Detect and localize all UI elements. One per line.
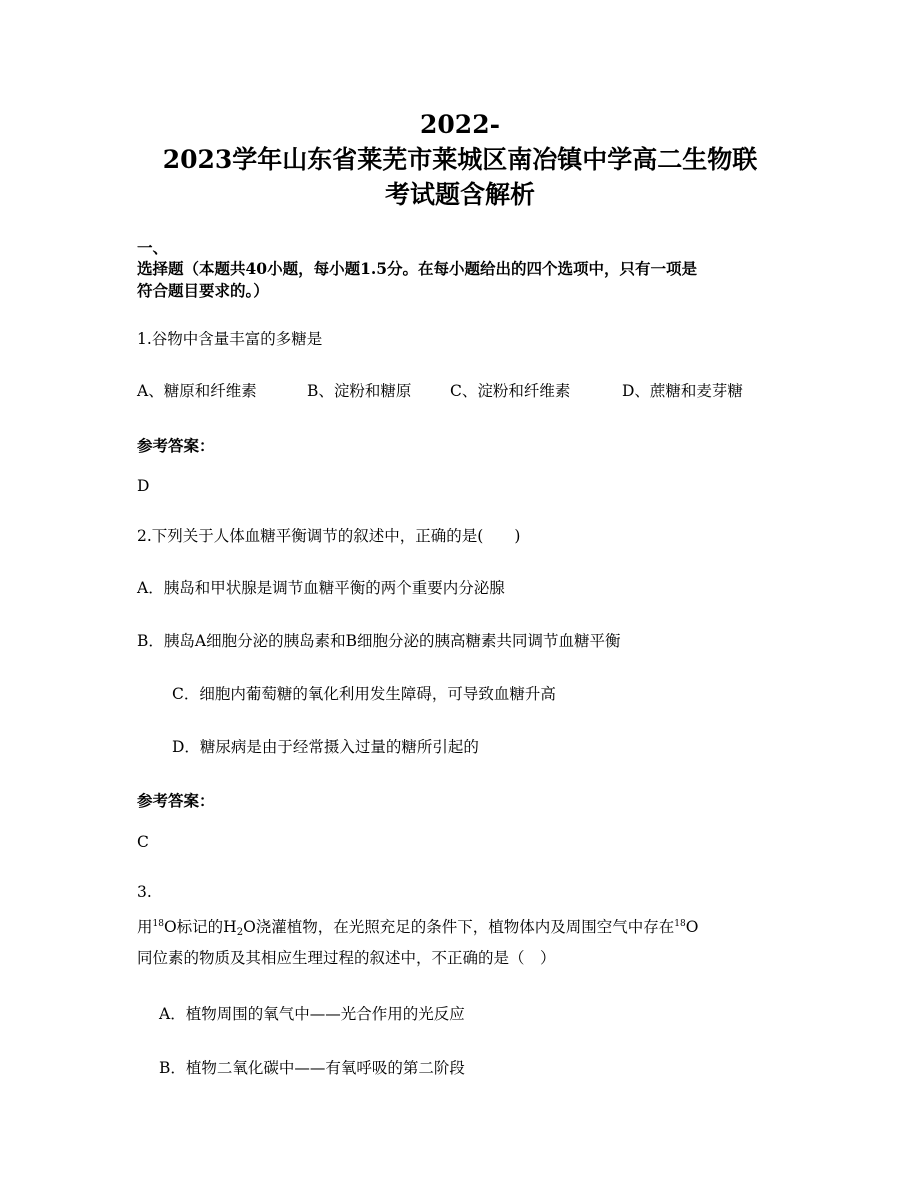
section-number: 一、 — [137, 238, 169, 257]
question-1-stem: 1.谷物中含量丰富的多糖是 — [137, 330, 323, 348]
question-3-stem-line-2: 同位素的物质及其相应生理过程的叙述中，不正确的是（ ） — [137, 949, 556, 967]
question-3-stem-text-2: O标记的H — [163, 918, 237, 936]
question-3-option-a: A．植物周围的氧气中——光合作用的光反应 — [159, 1005, 465, 1023]
water-subscript: 2 — [236, 927, 244, 938]
title-line-2: 2023学年山东省莱芜市莱城区南冶镇中学高二生物联 — [162, 145, 758, 174]
title-line-3: 考试题含解析 — [384, 180, 535, 209]
question-3-option-b: B．植物二氧化碳中——有氧呼吸的第二阶段 — [159, 1059, 465, 1077]
question-2-option-c: C．细胞内葡萄糖的氧化利用发生障碍，可导致血糖升高 — [172, 685, 556, 703]
question-1-option-b: B、淀粉和糖原 — [307, 382, 412, 400]
question-1-option-d: D、蔗糖和麦芽糖 — [622, 382, 743, 400]
title-line-1: 2022- — [420, 110, 500, 139]
question-2-option-a: A．胰岛和甲状腺是调节血糖平衡的两个重要内分泌腺 — [137, 579, 505, 597]
question-2-stem: 2.下列关于人体血糖平衡调节的叙述中，正确的是( ) — [137, 527, 521, 545]
question-3-stem-text-1: 用 — [137, 918, 153, 936]
question-1-answer-label: 参考答案： — [137, 436, 215, 455]
isotope-superscript-1: 18 — [152, 919, 164, 929]
question-1-option-c: C、淀粉和纤维素 — [450, 382, 571, 400]
question-1-answer: D — [137, 477, 150, 495]
section-instructions-line-1: 选择题（本题共40小题，每小题1.5分。在每小题给出的四个选项中，只有一项是 — [137, 259, 698, 278]
question-2-option-d: D．糖尿病是由于经常摄入过量的糖所引起的 — [172, 738, 479, 756]
question-3-stem-text-3: O浇灌植物，在光照充足的条件下，植物体内及周围空气中存在 — [243, 918, 675, 936]
section-instructions-line-2: 符合题目要求的。） — [137, 281, 269, 300]
isotope-superscript-2: 18 — [674, 919, 686, 929]
question-1-option-a: A、糖原和纤维素 — [137, 382, 257, 400]
question-2-option-b: B．胰岛A细胞分泌的胰岛素和B细胞分泌的胰高糖素共同调节血糖平衡 — [137, 632, 621, 650]
question-3-number: 3. — [137, 883, 152, 901]
question-2-answer-label: 参考答案： — [137, 791, 215, 810]
question-2-answer: C — [137, 833, 149, 851]
question-3-stem-line-1 — [137, 917, 698, 937]
question-3-stem-text-4: O — [685, 918, 699, 936]
